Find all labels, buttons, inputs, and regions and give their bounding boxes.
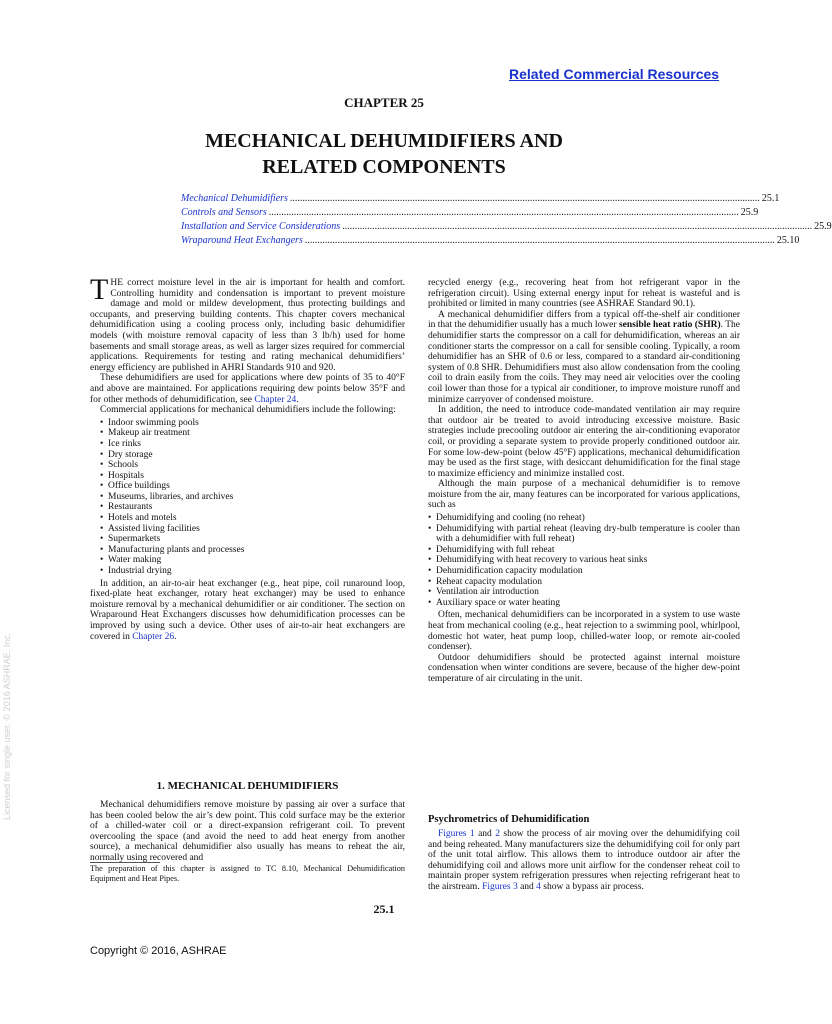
psychrometrics-paragraph: Figures 1 and 2 show the process of air moving over the dehumidifying coil and being reheated. Many manufacturers size the dehumidifying coil for only part of the unit total airflow. This allows them to introduce outdoor air after the dehumidifying coil and allows more unit airflow for the condenser reheat coil to maintain proper system refrigeration pressures when rejecting refrigerant heat to the airstream. Figures 3 and 4 show a bypass air process.: [428, 829, 740, 892]
section-heading: 1. MECHANICAL DEHUMIDIFIERS: [156, 780, 339, 792]
list-item: • Dehumidifying with partial reheat (leaving dry-bulb temperature is cooler than with a dehumidifier with full reheat): [428, 524, 740, 545]
list-item: • Ventilation air introduction: [428, 587, 740, 598]
toc-entry: [181, 221, 832, 232]
list-item: • Reheat capacity modulation: [428, 577, 740, 588]
copyright-notice: Copyright © 2016, ASHRAE: [90, 945, 227, 957]
toc-leader: ............................................................................................................................................................................................: [268, 207, 739, 218]
toc-entry: [181, 193, 780, 204]
paragraph: Although the main purpose of a mechanical dehumidifier is to remove moisture from the air, many features can be incorporated for various applications, such as: [428, 479, 740, 511]
toc-link[interactable]: Mechanical Dehumidifiers: [181, 193, 288, 204]
list-item: • Restaurants: [100, 502, 405, 513]
list-item: • Office buildings: [100, 481, 405, 492]
page-title: [150, 128, 618, 180]
paragraph: These dehumidifiers are used for applications where dew points of 35 to 40°F and above are maintained. For applications requiring dew points below 35°F and for other methods of dehumidification, see Chapter 24.: [90, 373, 405, 405]
footnote-divider: [90, 862, 160, 863]
list-item: • Museums, libraries, and archives: [100, 492, 405, 503]
list-item: • Indoor swimming pools: [100, 418, 405, 429]
list-item: • Hospitals: [100, 471, 405, 482]
list-item: • Supermarkets: [100, 534, 405, 545]
paragraph: A mechanical dehumidifier differs from a typical off-the-shelf air conditioner in that the dehumidifier usually has a much lower sensible heat ratio (SHR). The dehumidifier starts the compressor on a call for dehumidification, whereas an air conditioner starts the compressor on a call for sensible cooling. Typically, a room dehumidifier has an SHR of 0.6 or less, compared to a standard air-conditioning system of 0.8 SHR. Dehumidifiers must also allow condensation from the cooling coil to drain easily from the coils. They may need air velocities over the cooling coil lower than those for a typical air conditioner, to improve moisture runoff and minimize carryover of condensed moisture.: [428, 309, 741, 405]
left-column: [90, 273, 405, 642]
list-item: • Dehumidifying with full reheat: [428, 545, 740, 556]
paragraph: In addition, the need to introduce code-mandated ventilation air may require that outdoor air be treated to avoid introducing excessive moisture. Basic strategies include precooling outdoor air entering the air-conditioning evaporator coil, or providing a separate system to provide properly conditioned outdoor air. For some low-dew-point (below 45°F) applications, mechanical dehumidification may be used as the first stage, with desiccant dehumidification for the final stage to maximize efficiency and minimize installed cost.: [428, 405, 740, 479]
toc-page: 25.1: [761, 193, 780, 204]
paragraph: Often, mechanical dehumidifiers can be incorporated in a system to use waste heat from mechanical cooling (e.g., heat rejection to a swimming pool, whirlpool, domestic hot water, heat pump loop, chilled-water loop, or remote air-cooled condenser).: [428, 610, 740, 653]
title-line-1: MECHANICAL DEHUMIDIFIERS AND: [205, 130, 563, 152]
toc-page: 25.9: [814, 221, 832, 232]
list-item: • Water making: [100, 555, 405, 566]
list-item: • Dehumidifying with heat recovery to various heat sinks: [428, 555, 740, 566]
toc-leader: ............................................................................................................................................................................................: [289, 193, 760, 204]
title-line-2: RELATED COMPONENTS: [262, 156, 506, 178]
list-item: • Assisted living facilities: [100, 524, 405, 535]
paragraph: Outdoor dehumidifiers should be protected against internal moisture condensation when winter conditions are severe, because of the higher dew-point temperature of air circulating in the unit.: [428, 652, 740, 684]
figure-2-link[interactable]: 2: [495, 829, 500, 839]
list-item: • Dehumidifying and cooling (no reheat): [428, 513, 740, 524]
list-item: • Dry storage: [100, 450, 405, 461]
toc-link[interactable]: Controls and Sensors: [181, 207, 267, 218]
list-item: • Dehumidification capacity modulation: [428, 566, 740, 577]
page-number: 25.1: [373, 902, 395, 916]
applications-list: [90, 418, 405, 577]
intro-paragraph: THE correct moisture level in the air is important for health and comfort. Controlling humidity and condensation is important to prevent moisture damage and mold or mildew development, thus protecting buildings and occupants, and preserving building contents. This chapter covers mechanical dehumidification using a cooling process only, including basic dehumidifier models (with moisture removal capacity of less than 3 lb/h) used for home basements and small storage areas, as well as larger sizes required for commercial applications. Requirements for testing and rating mechanical dehumidifiers’ energy efficiency are published in AHRI Standards 910 and 920.: [90, 273, 405, 373]
toc-leader: ............................................................................................................................................................................................: [304, 235, 775, 246]
paragraph: Commercial applications for mechanical dehumidifiers include the following:: [100, 405, 396, 416]
toc-page: 25.9: [740, 207, 759, 218]
list-item: • Ice rinks: [100, 439, 405, 450]
toc-entry: [181, 207, 759, 218]
chapter-label: CHAPTER 25: [344, 95, 424, 110]
features-list: [428, 513, 740, 608]
paragraph: In addition, an air-to-air heat exchanger (e.g., heat pipe, coil runaround loop, fixed-plate heat exchanger, rotary heat exchanger) may be used to enhance moisture removal by a mechanical dehumidifier or air conditioner. The section on Wraparound Heat Exchangers discusses how dehumidification processes can be improved by using such a device. Other uses of air-to-air heat exchangers are covered in Chapter 26.: [90, 578, 405, 642]
toc-entry: [181, 235, 800, 246]
chapter-26-link[interactable]: Chapter 26: [132, 631, 175, 642]
toc-leader: ............................................................................................................................................................................................: [342, 221, 813, 232]
list-item: • Hotels and motels: [100, 513, 405, 524]
related-commercial-resources-link[interactable]: Related Commercial Resources: [509, 66, 720, 82]
toc-page: 25.10: [776, 235, 800, 246]
figure-1-link[interactable]: 1: [469, 829, 475, 839]
license-watermark: Licensed for single user. © 2016 ASHRAE, Inc.: [2, 632, 12, 820]
subsection-heading: Psychrometrics of Dehumidification: [428, 814, 590, 825]
shr-term: sensible heat ratio (SHR): [618, 320, 721, 331]
list-item: • Manufacturing plants and processes: [100, 545, 405, 556]
toc-link[interactable]: Installation and Service Considerations: [181, 221, 341, 232]
toc-link[interactable]: Wraparound Heat Exchangers: [181, 235, 303, 246]
list-item: • Auxiliary space or water heating: [428, 598, 740, 609]
figure-3-link[interactable]: Figures 3: [482, 881, 518, 892]
section-paragraph: Mechanical dehumidifiers remove moisture by passing air over a surface that has been cooled below the air’s dew point. This cold surface may be the exterior of a chilled-water coil or a direct-expansion refrigerant coil. To prevent overcooling the space (and avoid the need to add heat energy from another source), a mechanical dehumidifier also usually has means to reheat the air, normally using recovered and: [90, 800, 405, 863]
drop-cap: T: [90, 273, 109, 306]
figure-4-link[interactable]: 4: [536, 881, 541, 892]
list-item: • Makeup air treatment: [100, 428, 405, 439]
figures-link[interactable]: Figures: [438, 829, 467, 839]
footnote: The preparation of this chapter is assigned to TC 8.10, Mechanical Dehumidification Equipment and Heat Pipes.: [90, 864, 405, 883]
list-item: • Industrial drying: [100, 566, 405, 577]
list-item: • Schools: [100, 460, 405, 471]
chapter-24-link[interactable]: Chapter 24: [254, 394, 297, 405]
paragraph: recycled energy (e.g., recovering heat from hot refrigerant vapor in the refrigeration circuit). Using external energy input for reheat is wasteful and is prohibited or limited in many countries (see ASHRAE Standard 90.1).: [428, 278, 740, 310]
right-column: [428, 278, 740, 685]
